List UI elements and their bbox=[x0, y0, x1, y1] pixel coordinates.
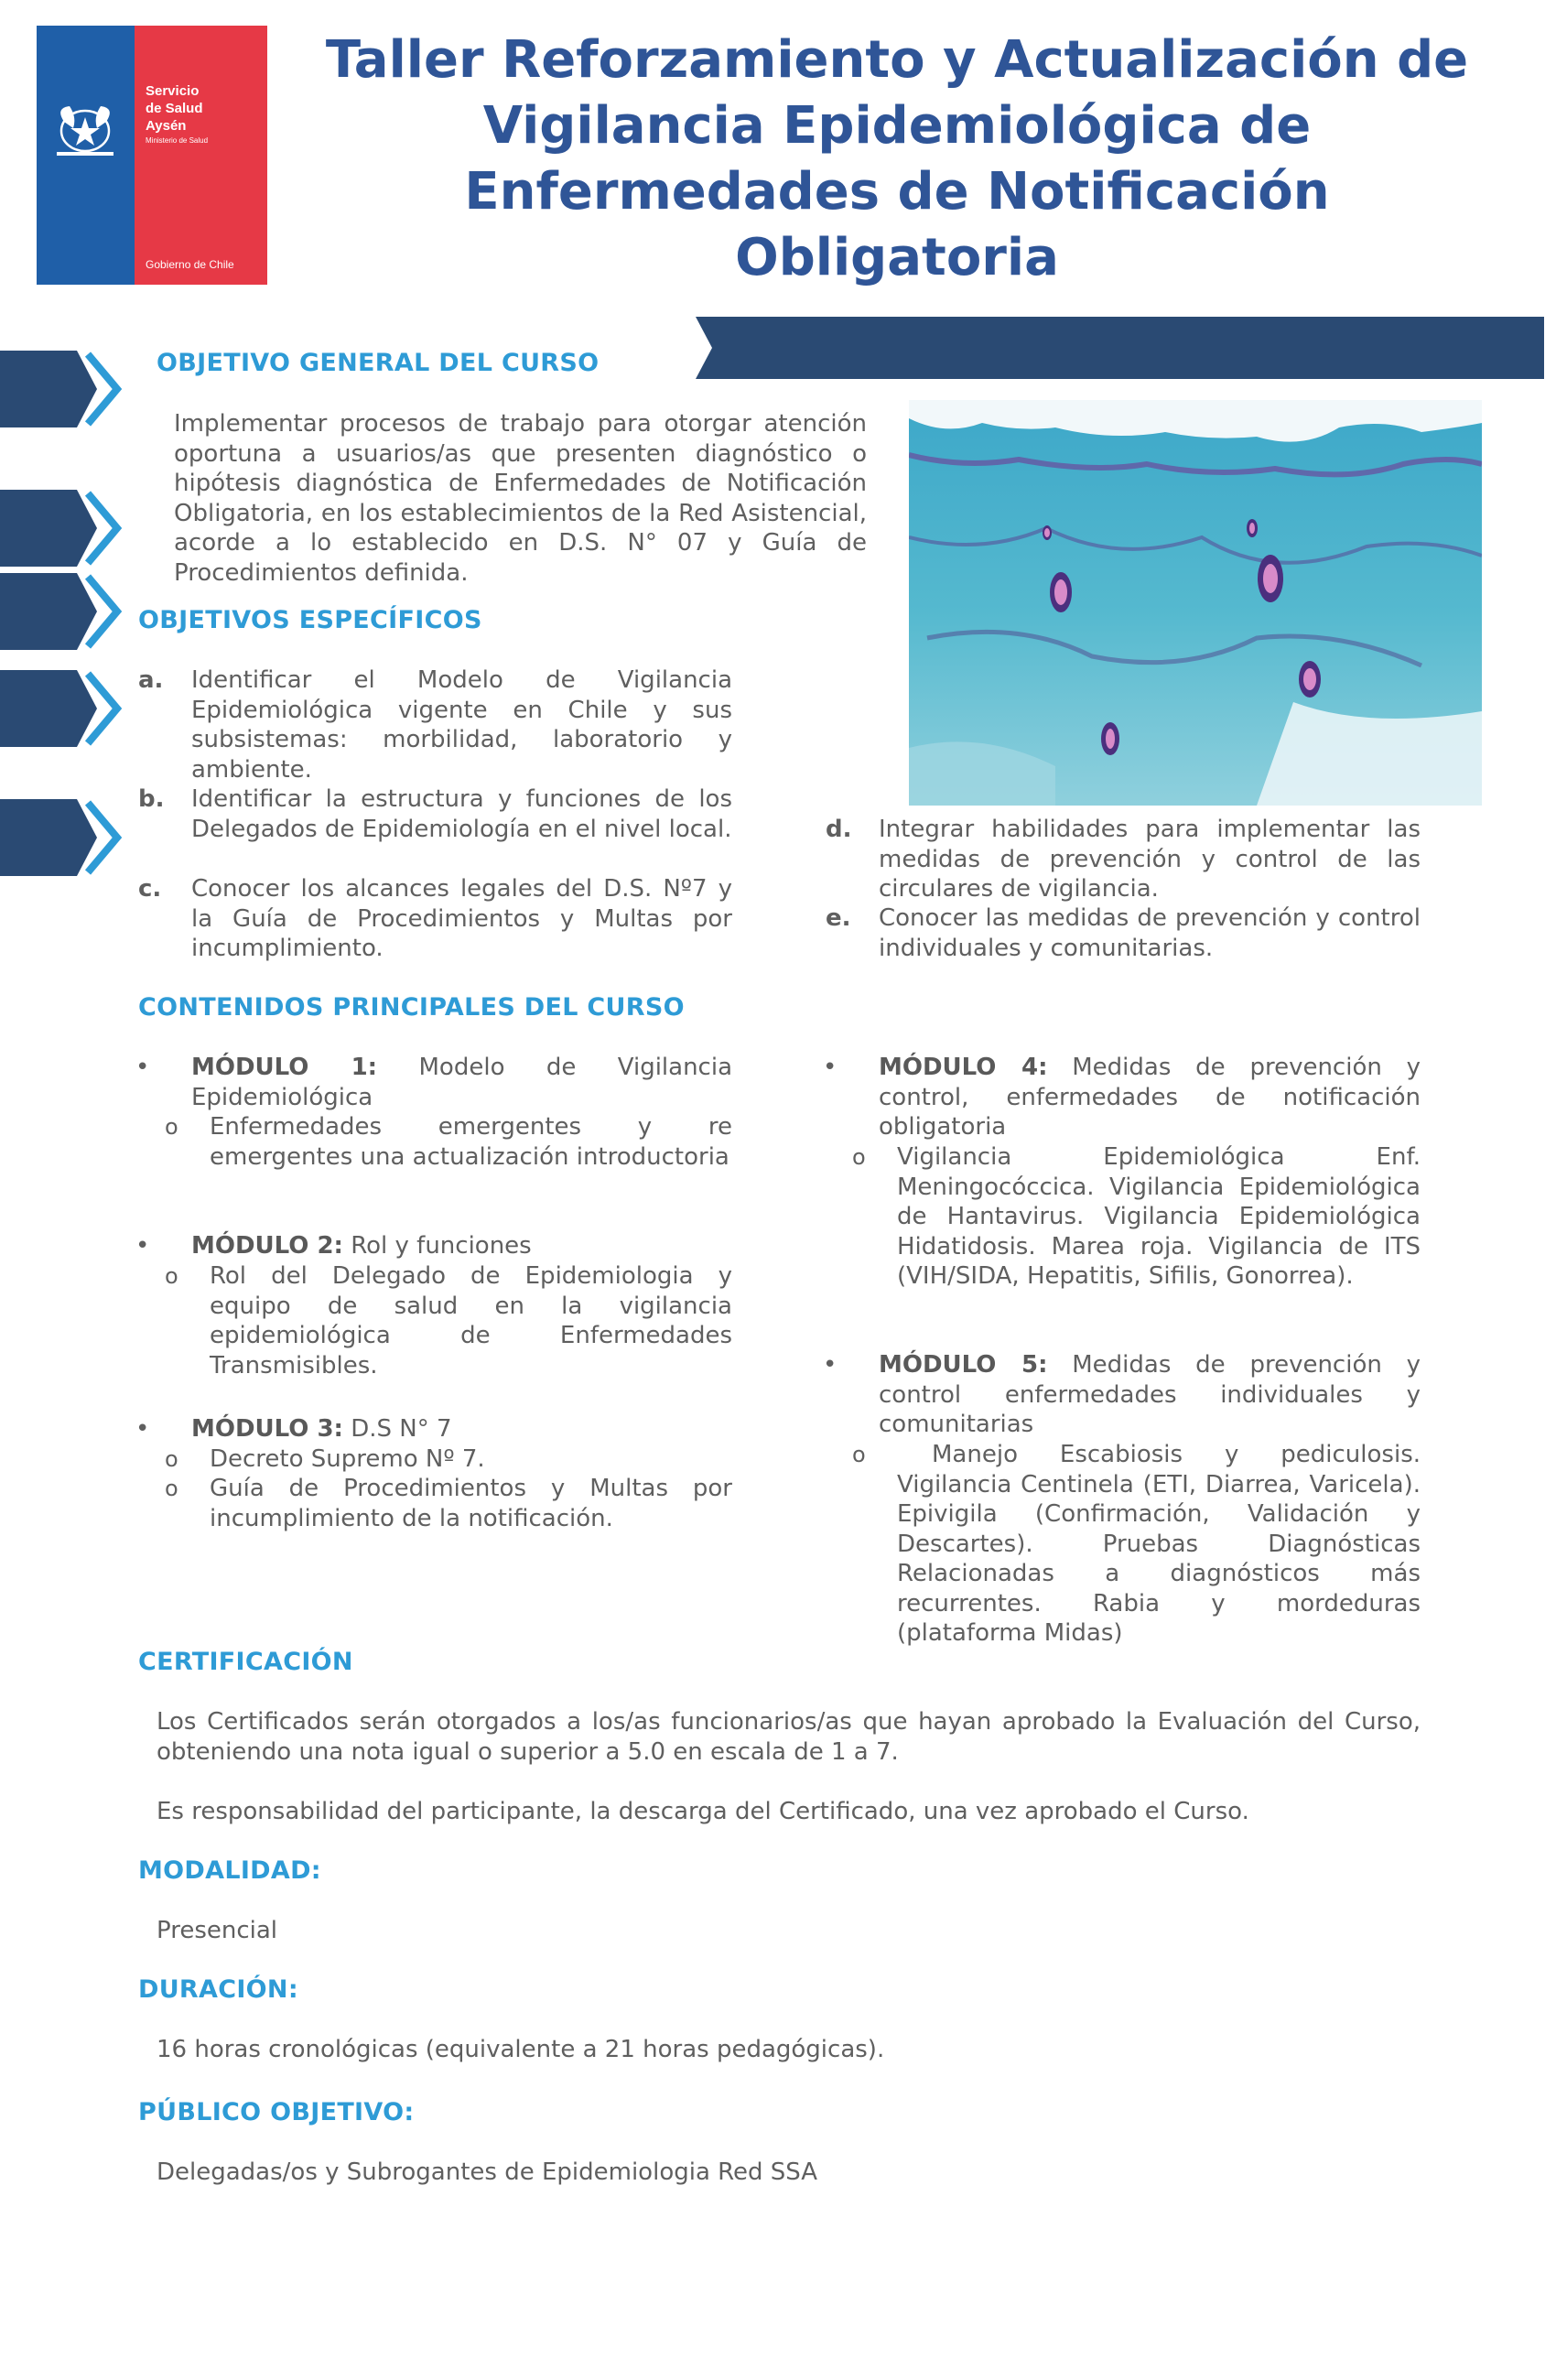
chevron-marker-1 bbox=[0, 351, 128, 427]
chevron-marker-3 bbox=[0, 573, 128, 650]
modulo1-bullet: • bbox=[135, 1054, 150, 1081]
histology-microscopy-image bbox=[909, 400, 1482, 806]
objetivo-general-text: Implementar procesos de trabajo para otorgar atención oportuna a usuarios/as que presenten diagnóstico o hipótesis diagnóstica de Enfermedades de Notificación Obligatoria, en los establecimientos de la Red Asistencial, acorde a lo establecido en D.S. N° 07 y Guía de Procedimientos definida. bbox=[174, 410, 867, 587]
modulo4-label: MÓDULO 4: bbox=[879, 1054, 1048, 1081]
modulo2-label: MÓDULO 2: bbox=[191, 1232, 343, 1260]
modulo5-label: MÓDULO 5: bbox=[879, 1351, 1048, 1379]
title-line-2: Vigilancia Epidemiológica de bbox=[482, 96, 1312, 156]
objetivo-mark-d: d. bbox=[826, 816, 852, 843]
modulo5-heading bbox=[879, 1350, 1421, 1440]
duracion-text: 16 horas cronológicas (equivalente a 21 horas pedagógicas). bbox=[157, 2036, 885, 2063]
modulo1-heading bbox=[191, 1053, 732, 1112]
logo-blue-panel bbox=[37, 26, 135, 285]
modulo3-sub-1: Decreto Supremo Nº 7. bbox=[210, 1445, 485, 1473]
modulo5-sub-bullet: o bbox=[852, 1442, 866, 1467]
logo-service-name bbox=[146, 82, 203, 135]
objetivos-especificos-heading: OBJETIVOS ESPECÍFICOS bbox=[138, 606, 482, 634]
logo-government: Gobierno de Chile bbox=[146, 258, 234, 271]
modulo5-bullet: • bbox=[823, 1351, 837, 1379]
title-line-1: Taller Reforzamiento y Actualización de bbox=[325, 30, 1469, 90]
modulo4-heading bbox=[879, 1053, 1421, 1142]
duracion-heading: DURACIÓN: bbox=[138, 1975, 298, 2004]
modulo3-title: D.S N° 7 bbox=[351, 1415, 452, 1443]
logo-ministry: Ministerio de Salud bbox=[146, 136, 209, 145]
objetivo-mark-e: e. bbox=[826, 904, 851, 932]
modulo2-sub-1: Rol del Delegado de Epidemiologia y equipo de salud en la vigilancia epidemiológica de Enfermedades Transmisibles. bbox=[210, 1262, 732, 1379]
chevron-marker-5 bbox=[0, 799, 128, 876]
modulo3-bullet: • bbox=[135, 1415, 150, 1443]
modulo5-sub-1: Manejo Escabiosis y pediculosis. Vigilancia Centinela (ETI, Diarrea, Varicela). Epivigila (Confirmación, Validación y Descartes). Pruebas Diagnósticas Relacionadas a diagnósticos más recurrentes. Rabia y mordeduras (plataforma Midas) bbox=[897, 1441, 1421, 1647]
certificacion-heading: CERTIFICACIÓN bbox=[138, 1648, 353, 1676]
header-banner bbox=[696, 317, 1544, 379]
modulo2-bullet: • bbox=[135, 1232, 150, 1260]
objetivo-mark-a: a. bbox=[138, 666, 164, 694]
chevron-marker-4 bbox=[0, 670, 128, 747]
page-title bbox=[265, 27, 1529, 291]
modulo3-heading bbox=[191, 1414, 732, 1444]
modulo4-bullet: • bbox=[823, 1054, 837, 1081]
objetivo-item-a: Identificar el Modelo de Vigilancia Epidemiológica vigente en Chile y sus subsistemas: morbilidad, laboratorio y ambiente. bbox=[191, 666, 732, 784]
servicio-salud-aysen-logo bbox=[37, 26, 267, 285]
objetivo-item-c: Conocer los alcances legales del D.S. Nº7 y la Guía de Procedimientos y Multas por incumplimiento. bbox=[191, 875, 732, 962]
objetivo-general-heading: OBJETIVO GENERAL DEL CURSO bbox=[157, 349, 600, 377]
logo-line-1: Servicio bbox=[146, 83, 200, 99]
chevron-marker-2 bbox=[0, 490, 128, 567]
modulo1-sub-1: Enfermedades emergentes y re emergentes una actualización introductoria bbox=[210, 1113, 732, 1171]
contenidos-heading: CONTENIDOS PRINCIPALES DEL CURSO bbox=[138, 993, 685, 1022]
objetivo-item-e: Conocer las medidas de prevención y control individuales y comunitarias. bbox=[879, 904, 1421, 962]
certificacion-text-2: Es responsabilidad del participante, la descarga del Certificado, una vez aprobado el Curso. bbox=[157, 1798, 1249, 1825]
objetivo-item-d: Integrar habilidades para implementar las medidas de prevención y control de las circulares de vigilancia. bbox=[879, 816, 1421, 903]
logo-line-3: Aysén bbox=[146, 118, 187, 134]
modulo1-label: MÓDULO 1: bbox=[191, 1054, 378, 1081]
title-line-3: Enfermedades de Notificación bbox=[464, 162, 1330, 222]
logo-red-panel bbox=[135, 26, 267, 285]
modulo2-heading bbox=[191, 1231, 732, 1261]
coat-of-arms-icon bbox=[37, 81, 135, 190]
modulo3-sub-2: Guía de Procedimientos y Multas por incumplimiento de la notificación. bbox=[210, 1475, 732, 1532]
modulo4-title: Medidas de prevención y control, enfermedades de notificación obligatoria bbox=[879, 1054, 1421, 1141]
modalidad-text: Presencial bbox=[157, 1917, 278, 1944]
objetivo-mark-b: b. bbox=[138, 785, 165, 813]
title-line-4: Obligatoria bbox=[735, 228, 1059, 287]
publico-objetivo-heading: PÚBLICO OBJETIVO: bbox=[138, 2098, 415, 2126]
modulo4-sub-1: Vigilancia Epidemiológica Enf. Meningocóccica. Vigilancia Epidemiológica de Hantavirus. Vigilancia Epidemiológica Hidatidosis. Marea roja. Vigilancia de ITS (VIH/SIDA, Hepatitis, Sifilis, Gonorrea). bbox=[897, 1143, 1421, 1290]
modulo3-label: MÓDULO 3: bbox=[191, 1415, 343, 1443]
modulo4-sub-bullet: o bbox=[852, 1144, 866, 1170]
modulo3-sub-bullet-2: o bbox=[165, 1476, 178, 1501]
modulo1-title: Modelo de Vigilancia Epidemiológica bbox=[191, 1054, 733, 1111]
modulo2-sub-bullet: o bbox=[165, 1263, 178, 1289]
modulo1-sub-bullet: o bbox=[165, 1114, 178, 1140]
modalidad-heading: MODALIDAD: bbox=[138, 1856, 321, 1885]
modulo3-sub-bullet-1: o bbox=[165, 1446, 178, 1472]
modulo5-title: Medidas de prevención y control enfermedades individuales y comunitarias bbox=[879, 1351, 1421, 1438]
certificacion-text-1: Los Certificados serán otorgados a los/as funcionarios/as que hayan aprobado la Evaluación del Curso, obteniendo una nota igual o superior a 5.0 en escala de 1 a 7. bbox=[157, 1708, 1421, 1766]
publico-objetivo-text: Delegadas/os y Subrogantes de Epidemiologia Red SSA bbox=[157, 2158, 818, 2186]
objetivo-mark-c: c. bbox=[138, 875, 162, 903]
objetivo-item-b: Identificar la estructura y funciones de los Delegados de Epidemiología en el nivel local. bbox=[191, 785, 732, 843]
logo-line-2: de Salud bbox=[146, 101, 203, 116]
modulo2-title: Rol y funciones bbox=[351, 1232, 532, 1260]
